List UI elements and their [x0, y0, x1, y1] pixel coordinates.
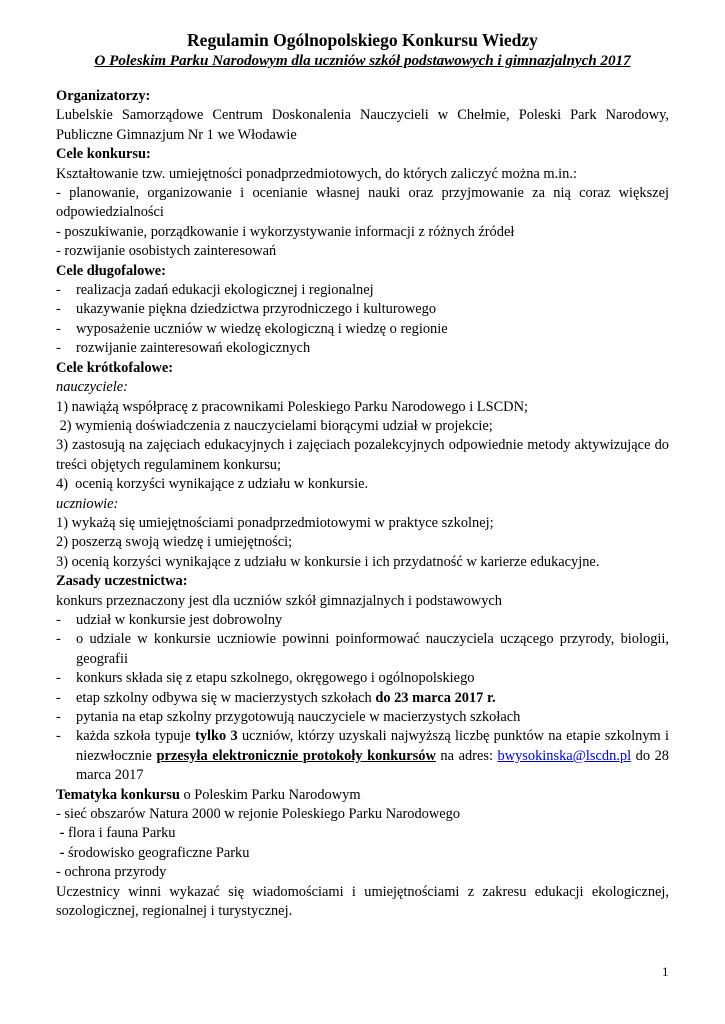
list-item: - rozwijanie zainteresowań ekologicznych [56, 339, 669, 358]
school-stage-date: do 23 marca 2017 r. [375, 689, 496, 706]
list-item: - konkurs składa się z etapu szkolnego, okręgowego i ogólnopolskiego [56, 669, 669, 688]
rules-heading: Zasady uczestnictwa: [56, 573, 188, 590]
goals-line: - poszukiwanie, porządkowanie i wykorzystywanie informacji z różnych źródeł [56, 223, 515, 240]
topics-dash: - [56, 825, 65, 842]
email-link[interactable]: bwysokinska@lscdn.pl [497, 747, 632, 764]
long-term-section [56, 262, 669, 359]
document-subtitle: O Poleskim Parku Narodowym dla uczniów szkół podstawowych i gimnazjalnych 2017 [94, 52, 631, 69]
long-term-list [56, 281, 669, 359]
teachers-item: 4) ocenią korzyści wynikające z udziału w konkursie. [56, 476, 369, 493]
teachers-item: 2) wymienią doświadczenia z nauczycielami biorącymi udział w projekcie; [56, 417, 493, 434]
list-item [56, 689, 669, 708]
list-item: - udział w konkursie jest dobrowolny [56, 611, 669, 630]
list-item: - o udziale w konkursie uczniowie powinni poinformować nauczyciela uczącego przyrody, biologii, geografii [56, 630, 669, 669]
rules-intro: konkurs przeznaczony jest dla uczniów szkół gimnazjalnych i podstawowych [56, 592, 502, 609]
teachers-label: nauczyciele: [56, 379, 128, 396]
list-item: - realizacja zadań edukacji ekologicznej i regionalnej [56, 281, 669, 300]
protocol-instruction: przesyła elektronicznie protokoły konkursów [156, 747, 436, 764]
topics-line: środowisko geograficzne Parku [64, 844, 250, 861]
teachers-item: 1) nawiążą współpracę z pracownikami Poleskiego Parku Narodowego i LSCDN; [56, 398, 528, 415]
short-term-heading: Cele krótkofalowe: [56, 359, 174, 376]
topics-section [56, 786, 669, 922]
goals-line: - rozwijanie osobistych zainteresowań [56, 243, 277, 260]
organizers-heading: Organizatorzy: [56, 88, 151, 104]
selection-count: tylko 3 [195, 728, 238, 745]
topics-dash: - [56, 844, 65, 861]
page-number: 1 [662, 964, 669, 979]
selection-text: uczniów, którzy uzyskali najwyższą liczbę punktów na etapie szkolnym i niezwłocznie [76, 728, 669, 764]
students-item: 1) wykażą się umiejętnościami ponadprzedmiotowymi w praktyce szkolnej; [56, 514, 494, 531]
students-label: uczniowie: [56, 495, 119, 512]
teachers-item: 3) zastosują na zajęciach edukacyjnych i zajęciach pozalekcyjnych odpowiednie metody aktywizujące do treści objętych regulaminem konkursu; [56, 437, 669, 473]
list-item: - pytania na etap szkolny przygotowują nauczyciele w macierzystych szkołach [56, 708, 669, 727]
selection-text: na adres: [435, 747, 498, 764]
goals-line: - planowanie, organizowanie i ocenianie własnej nauki oraz przyjmowanie za nią coraz większej odpowiedzialności [56, 185, 669, 221]
organizers-text: Lubelskie Samorządowe Centrum Doskonalenia Nauczycieli w Chełmie, Poleski Park Narodowy, Publiczne Gimnazjum Nr 1 we Włodawie [56, 107, 669, 143]
document-page [56, 30, 669, 921]
students-item: 2) poszerzą swoją wiedzę i umiejętności; [56, 534, 293, 551]
selection-text: do 28 marca 2017 [76, 747, 669, 784]
topics-heading: Tematyka konkursu [56, 786, 180, 803]
document-title: Regulamin Ogólnopolskiego Konkursu Wiedzy [187, 30, 538, 50]
goals-heading: Cele konkursu: [56, 146, 151, 163]
goals-line: Kształtowanie tzw. umiejętności ponadprzedmiotowych, do których zaliczyć można m.in.: [56, 165, 577, 182]
goals-section [56, 145, 669, 261]
topics-line: - sieć obszarów Natura 2000 w rejonie Poleskiego Parku Narodowego [56, 806, 461, 823]
organizers-section [56, 87, 669, 145]
list-item [56, 727, 669, 785]
school-stage-text: etap szkolny odbywa się w macierzystych szkołach [76, 689, 376, 706]
list-item: - ukazywanie piękna dziedzictwa przyrodniczego i kulturowego [56, 300, 669, 319]
students-item: 3) ocenią korzyści wynikające z udziału w konkursie i ich przydatność w karierze edukacyjne. [56, 553, 600, 570]
topics-line: - ochrona przyrody [56, 864, 167, 881]
rules-section [56, 572, 669, 785]
topics-line: flora i fauna Parku [64, 825, 176, 842]
selection-text: każda szkoła typuje [76, 728, 196, 745]
short-term-section [56, 359, 669, 572]
list-item: - wyposażenie uczniów w wiedzę ekologiczną i wiedzę o regionie [56, 320, 669, 339]
topics-heading-rest: o Poleskim Parku Narodowym [179, 786, 361, 803]
topics-closing: Uczestnicy winni wykazać się wiadomościami i umiejętnościami z zakresu edukacji ekologicznej, sozologicznej, regionalnej i turystycznej. [56, 883, 669, 920]
rules-list [56, 611, 669, 786]
long-term-heading: Cele długofalowe: [56, 262, 166, 279]
